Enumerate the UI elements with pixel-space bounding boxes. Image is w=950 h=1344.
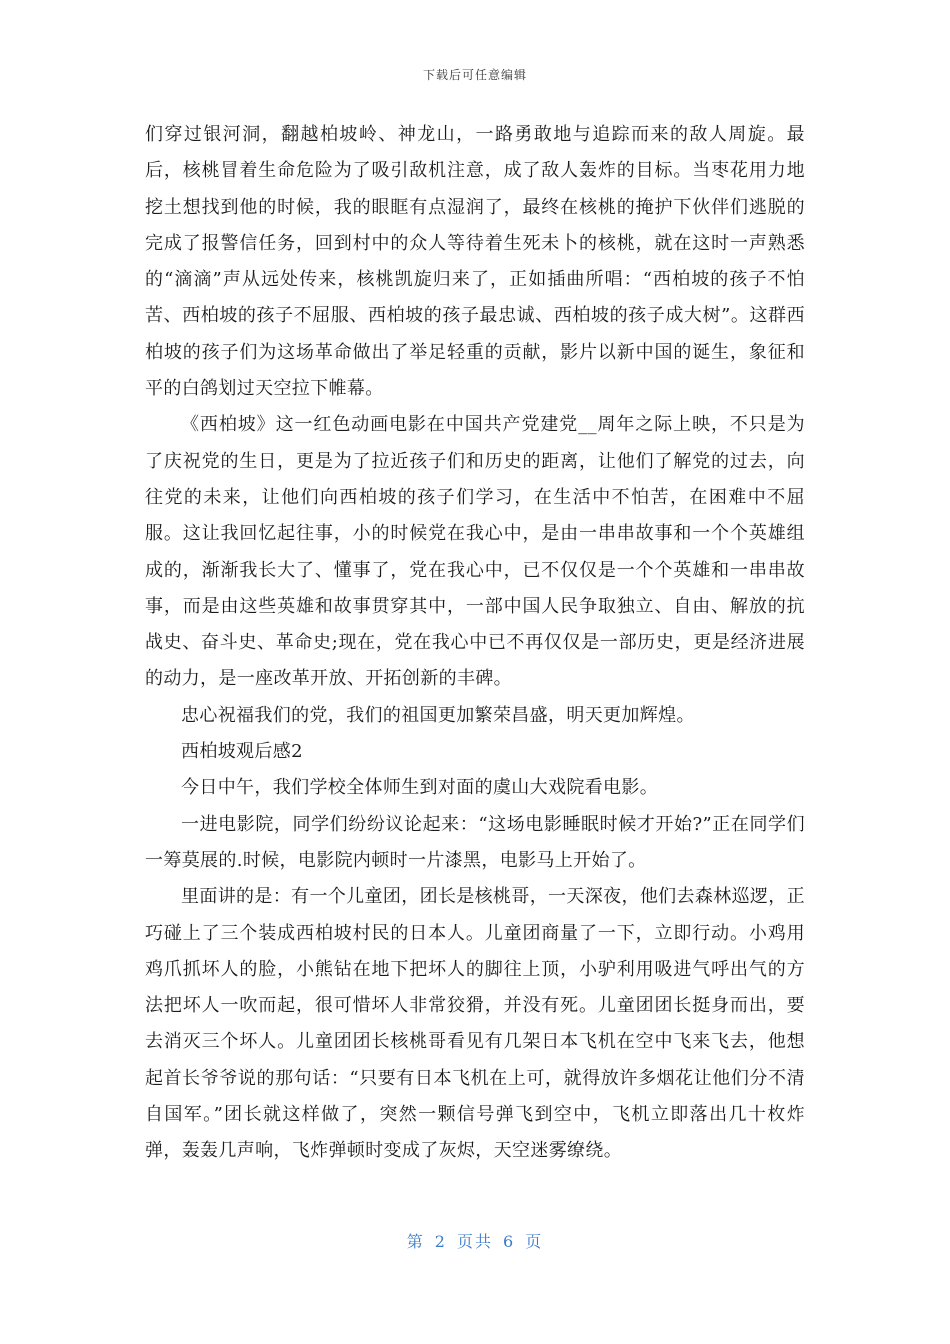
paragraph: 一进电影院，同学们纷纷议论起来：“这场电影睡眠时候才开始?”正在同学们一筹莫展的.时候，电影院内顿时一片漆黑，电影马上开始了。: [145, 813, 805, 871]
paragraph: 里面讲的是：有一个儿童团，团长是核桃哥，一天深夜，他们去森林巡逻，正巧碰上了三个装成西柏坡村民的日本人。儿童团商量了一下，立即行动。小鸡用鸡爪抓坏人的脸，小熊钻在地下把坏人的脚往上顶，小驴利用吸进气呼出气的方法把坏人一吹而起，很可惜坏人非常狡猾，并没有死。儿童团团长挺身而出，要去消灭三个坏人。儿童团团长核桃哥看见有几架日本飞机在空中飞来飞去，他想起首长爷爷说的那句话：“只要有日本飞机在上可，就得放许多烟花让他们分不清自国军。”团长就这样做了，突然一颗信号弹飞到空中，飞机立即落出几十枚炸弹，轰轰几声响，飞炸弹顿时变成了灰烬，天空迷雾缭绕。: [145, 886, 805, 1162]
paragraph: 今日中午，我们学校全体师生到对面的虞山大戏院看电影。: [181, 777, 659, 799]
footer-label-prefix: 第: [406, 1232, 425, 1251]
paragraph: 忠心祝福我们的党，我们的祖国更加繁荣昌盛，明天更加辉煌。: [181, 704, 695, 726]
current-page-number: 2: [434, 1232, 447, 1251]
page-header: 下载后可任意编辑: [422, 68, 527, 82]
page-footer: [0, 1229, 950, 1252]
footer-label-middle: 页共: [456, 1232, 493, 1251]
paragraph: 《西柏坡》这一红色动画电影在中国共产党建党__周年之际上映，不只是为了庆祝党的生日，更是为了拉近孩子们和历史的距离，让他们了解党的过去，向往党的未来，让他们向西柏坡的孩子们学习，在生活中不怕苦，在困难中不屈服。这让我回忆起往事，小的时候党在我心中，是由一串串故事和一个个英雄组成的，渐渐我长大了、懂事了，党在我心中，已不仅仅是一个个英雄和一串串故事，而是由这些英雄和故事贯穿其中，一部中国人民争取独立、自由、解放的抗战史、奋斗史、革命史;现在，党在我心中已不再仅仅是一部历史，更是经济进展的动力，是一座改革开放、开拓创新的丰碑。: [145, 414, 805, 690]
total-pages-number: 6: [503, 1232, 516, 1251]
document-body: [145, 117, 805, 1170]
section-title: 西柏坡观后感2: [181, 741, 303, 763]
footer-label-suffix: 页: [525, 1232, 544, 1251]
paragraph-continuation: 们穿过银河洞，翻越柏坡岭、神龙山，一路勇敢地与追踪而来的敌人周旋。最后，核桃冒着生命危险为了吸引敌机注意，成了敌人轰炸的目标。当枣花用力地挖土想找到他的时候，我的眼眶有点湿润了，最终在核桃的掩护下伙伴们逃脱的完成了报警信任务，回到村中的众人等待着生死未卜的核桃，就在这时一声熟悉的“滴滴”声从远处传来，核桃凯旋归来了，正如插曲所唱：“西柏坡的孩子不怕苦、西柏坡的孩子不屈服、西柏坡的孩子最忠诚、西柏坡的孩子成大树”。这群西柏坡的孩子们为这场革命做出了举足轻重的贡献，影片以新中国的诞生，象征和平的白鸽划过天空拉下帷幕。: [145, 124, 805, 400]
